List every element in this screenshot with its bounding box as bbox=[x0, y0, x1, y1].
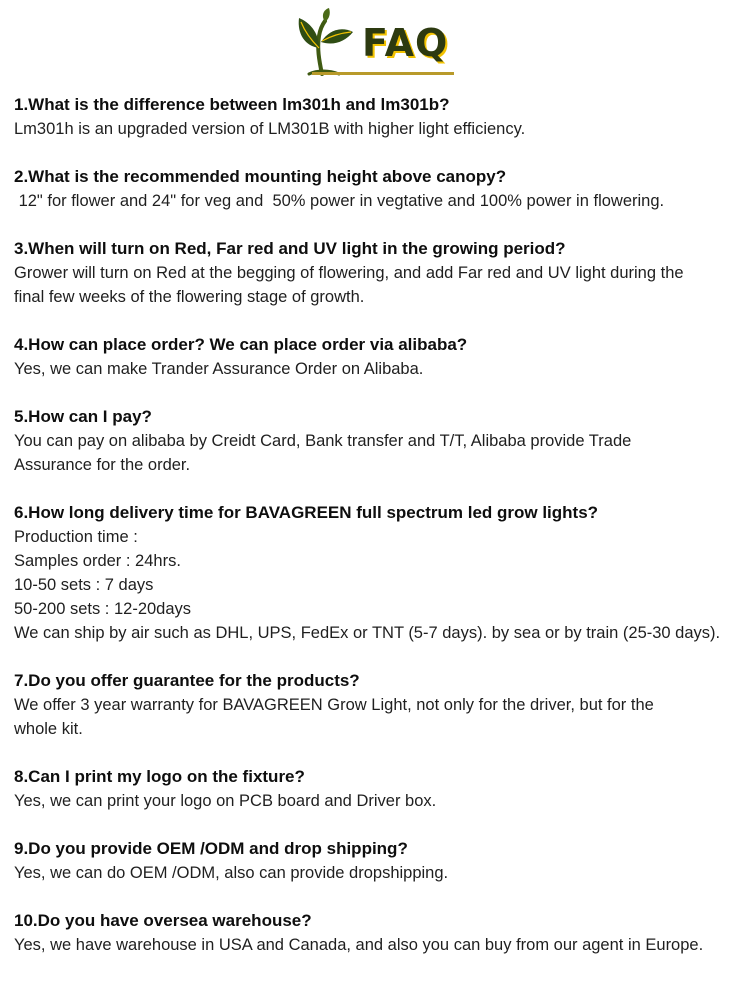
faq-answer-line: 50-200 sets : 12-20days bbox=[14, 600, 192, 618]
faq-answer-line: Grower will turn on Red at the begging of flowering, and add Far red and UV light during the bbox=[14, 264, 684, 282]
faq-answer-line: Yes, we have warehouse in USA and Canada, and also you can buy from our agent in Europe. bbox=[14, 936, 704, 954]
faq-question: 7.Do you offer guarantee for the products? bbox=[14, 671, 360, 690]
faq-item bbox=[14, 501, 740, 645]
faq-question: 1.What is the difference between lm301h and lm301b? bbox=[14, 95, 450, 114]
faq-answer-line: Assurance for the order. bbox=[14, 456, 191, 474]
title-underline bbox=[312, 72, 454, 75]
faq-answer-line: whole kit. bbox=[14, 720, 83, 738]
sprout-icon bbox=[295, 8, 355, 76]
faq-answer-line: final few weeks of the flowering stage of growth. bbox=[14, 288, 365, 306]
faq-answer bbox=[14, 117, 740, 141]
faq-answer-line: You can pay on alibaba by Creidt Card, Bank transfer and T/T, Alibaba provide Trade bbox=[14, 432, 632, 450]
faq-item bbox=[14, 93, 740, 141]
faq-answer bbox=[14, 429, 740, 477]
faq-question: 4.How can place order? We can place order via alibaba? bbox=[14, 335, 468, 354]
faq-question: 9.Do you provide OEM /ODM and drop shipping? bbox=[14, 839, 408, 858]
faq-question: 3.When will turn on Red, Far red and UV light in the growing period? bbox=[14, 239, 566, 258]
faq-answer bbox=[14, 789, 740, 813]
faq-answer bbox=[14, 861, 740, 885]
faq-list bbox=[14, 93, 740, 981]
faq-answer-line: Lm301h is an upgraded version of LM301B with higher light efficiency. bbox=[14, 120, 526, 138]
faq-answer bbox=[14, 357, 740, 381]
faq-answer-line: Yes, we can print your logo on PCB board and Driver box. bbox=[14, 792, 437, 810]
faq-item bbox=[14, 165, 740, 213]
faq-answer-line: Yes, we can make Trander Assurance Order on Alibaba. bbox=[14, 360, 424, 378]
faq-answer-line: 10-50 sets : 7 days bbox=[14, 576, 154, 594]
faq-answer-line: Samples order : 24hrs. bbox=[14, 552, 181, 570]
faq-question: 10.Do you have oversea warehouse? bbox=[14, 911, 312, 930]
faq-question: 5.How can I pay? bbox=[14, 407, 152, 426]
faq-answer-line: 12" for flower and 24" for veg and 50% power in vegtative and 100% power in flowering. bbox=[14, 192, 665, 210]
faq-answer bbox=[14, 693, 740, 741]
faq-answer-line: We offer 3 year warranty for BAVAGREEN Grow Light, not only for the driver, but for the bbox=[14, 696, 654, 714]
faq-answer-line: Production time : bbox=[14, 528, 138, 546]
faq-item bbox=[14, 333, 740, 381]
faq-answer-line: We can ship by air such as DHL, UPS, FedEx or TNT (5-7 days). by sea or by train (25-30 days). bbox=[14, 624, 721, 642]
faq-item bbox=[14, 909, 740, 957]
faq-question: 8.Can I print my logo on the fixture? bbox=[14, 767, 305, 786]
faq-question: 2.What is the recommended mounting height above canopy? bbox=[14, 167, 507, 186]
faq-item bbox=[14, 765, 740, 813]
faq-item bbox=[14, 837, 740, 885]
faq-header bbox=[0, 0, 750, 90]
faq-item bbox=[14, 669, 740, 741]
faq-answer-line: Yes, we can do OEM /ODM, also can provide dropshipping. bbox=[14, 864, 449, 882]
faq-answer bbox=[14, 525, 740, 645]
faq-question: 6.How long delivery time for BAVAGREEN full spectrum led grow lights? bbox=[14, 503, 599, 522]
faq-answer bbox=[14, 933, 740, 957]
faq-item bbox=[14, 237, 740, 309]
faq-item bbox=[14, 405, 740, 477]
faq-answer bbox=[14, 261, 740, 309]
faq-answer bbox=[14, 189, 740, 213]
page-title: FAQ bbox=[362, 21, 449, 65]
